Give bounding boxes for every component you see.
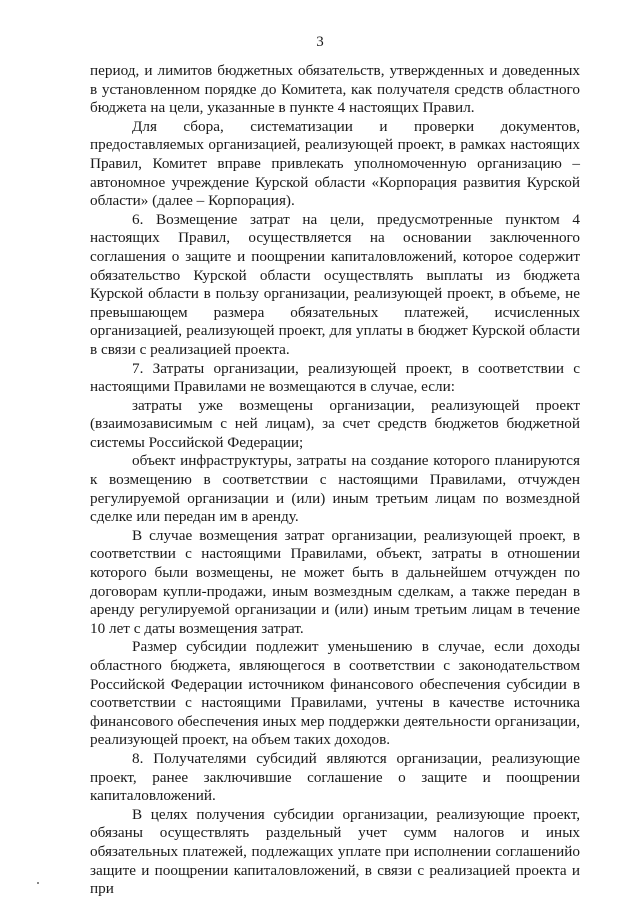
paragraph-8: Размер субсидии подлежит уменьшению в случае, если доходы областного бюджета, являющегося в соответствии с законодательством Российской Федерации источником финансового обеспечения субсидии в соответствии с настоящими Правилами, учтены в качестве источника финансового обеспечения иных мер поддержки деятельности организации, реализующей проект, на объем таких доходов. [90, 638, 580, 749]
paragraph-1: период, и лимитов бюджетных обязательств, утвержденных и доведенных в установленном порядке до Комитета, как получателя средств областного бюджета на цели, указанные в пункте 4 настоящих Правил. [90, 62, 580, 117]
paragraph-3: 6. Возмещение затрат на цели, предусмотренные пунктом 4 настоящих Правил, осуществляется на основании заключенного соглашения о защите и поощрении капиталовложений, которое содержит обязательство Курской области осуществлять выплаты из бюджета Курской области в пользу организации, реализующей проект, в объеме, не превышающем размера обязательных платежей, исчисленных организацией, реализующей проект, для уплаты в бюджет Курской области в связи с реализацией проекта. [90, 210, 580, 358]
paragraph-2: Для сбора, систематизации и проверки документов, предоставляемых организацией, реализующей проект, в рамках настоящих Правил, Комитет вправе привлекать уполномоченную организацию – автономное учреждение Курской области «Корпорация развития Курской области» (далее – Корпорация). [90, 117, 580, 210]
paragraph-10: В целях получения субсидии организации, реализующие проект, обязаны осуществлять раздельный учет сумм налогов и иных обязательных платежей, подлежащих уплате при исполнении соглашенийо защите и поощрении капиталовложений, в связи с реализацией проекта и при [90, 805, 580, 898]
paragraph-6: объект инфраструктуры, затраты на создание которого планируются к возмещению в соответствии с настоящими Правилами, отчужден регулируемой организации и (или) иным третьим лицам по возмездной сделке или передан им в аренду. [90, 452, 580, 526]
document-body [90, 62, 580, 899]
paragraph-4: 7. Затраты организации, реализующей проект, в соответствии с настоящими Правилами не возмещаются в случае, если: [90, 359, 580, 396]
page-number: 3 [316, 34, 324, 50]
paragraph-7: В случае возмещения затрат организации, реализующей проект, в соответствии с настоящими Правилами, объект, затраты в отношении которого были возмещены, не может быть в дальнейшем отчужден по договорам купли-продажи, иным возмездным сделкам, а также передан в аренду регулируемой организации и (или) иным третьим лицам в течение 10 лет с даты возмещения затрат. [90, 526, 580, 637]
paragraph-5: затраты уже возмещены организации, реализующей проект (взаимозависимым с ней лицам), за счет средств бюджетов бюджетной системы Российской Федерации; [90, 396, 580, 451]
paragraph-9: 8. Получателями субсидий являются организации, реализующие проект, ранее заключившие соглашение о защите и поощрении капиталовложений. [90, 749, 580, 805]
scan-speck [37, 882, 39, 884]
